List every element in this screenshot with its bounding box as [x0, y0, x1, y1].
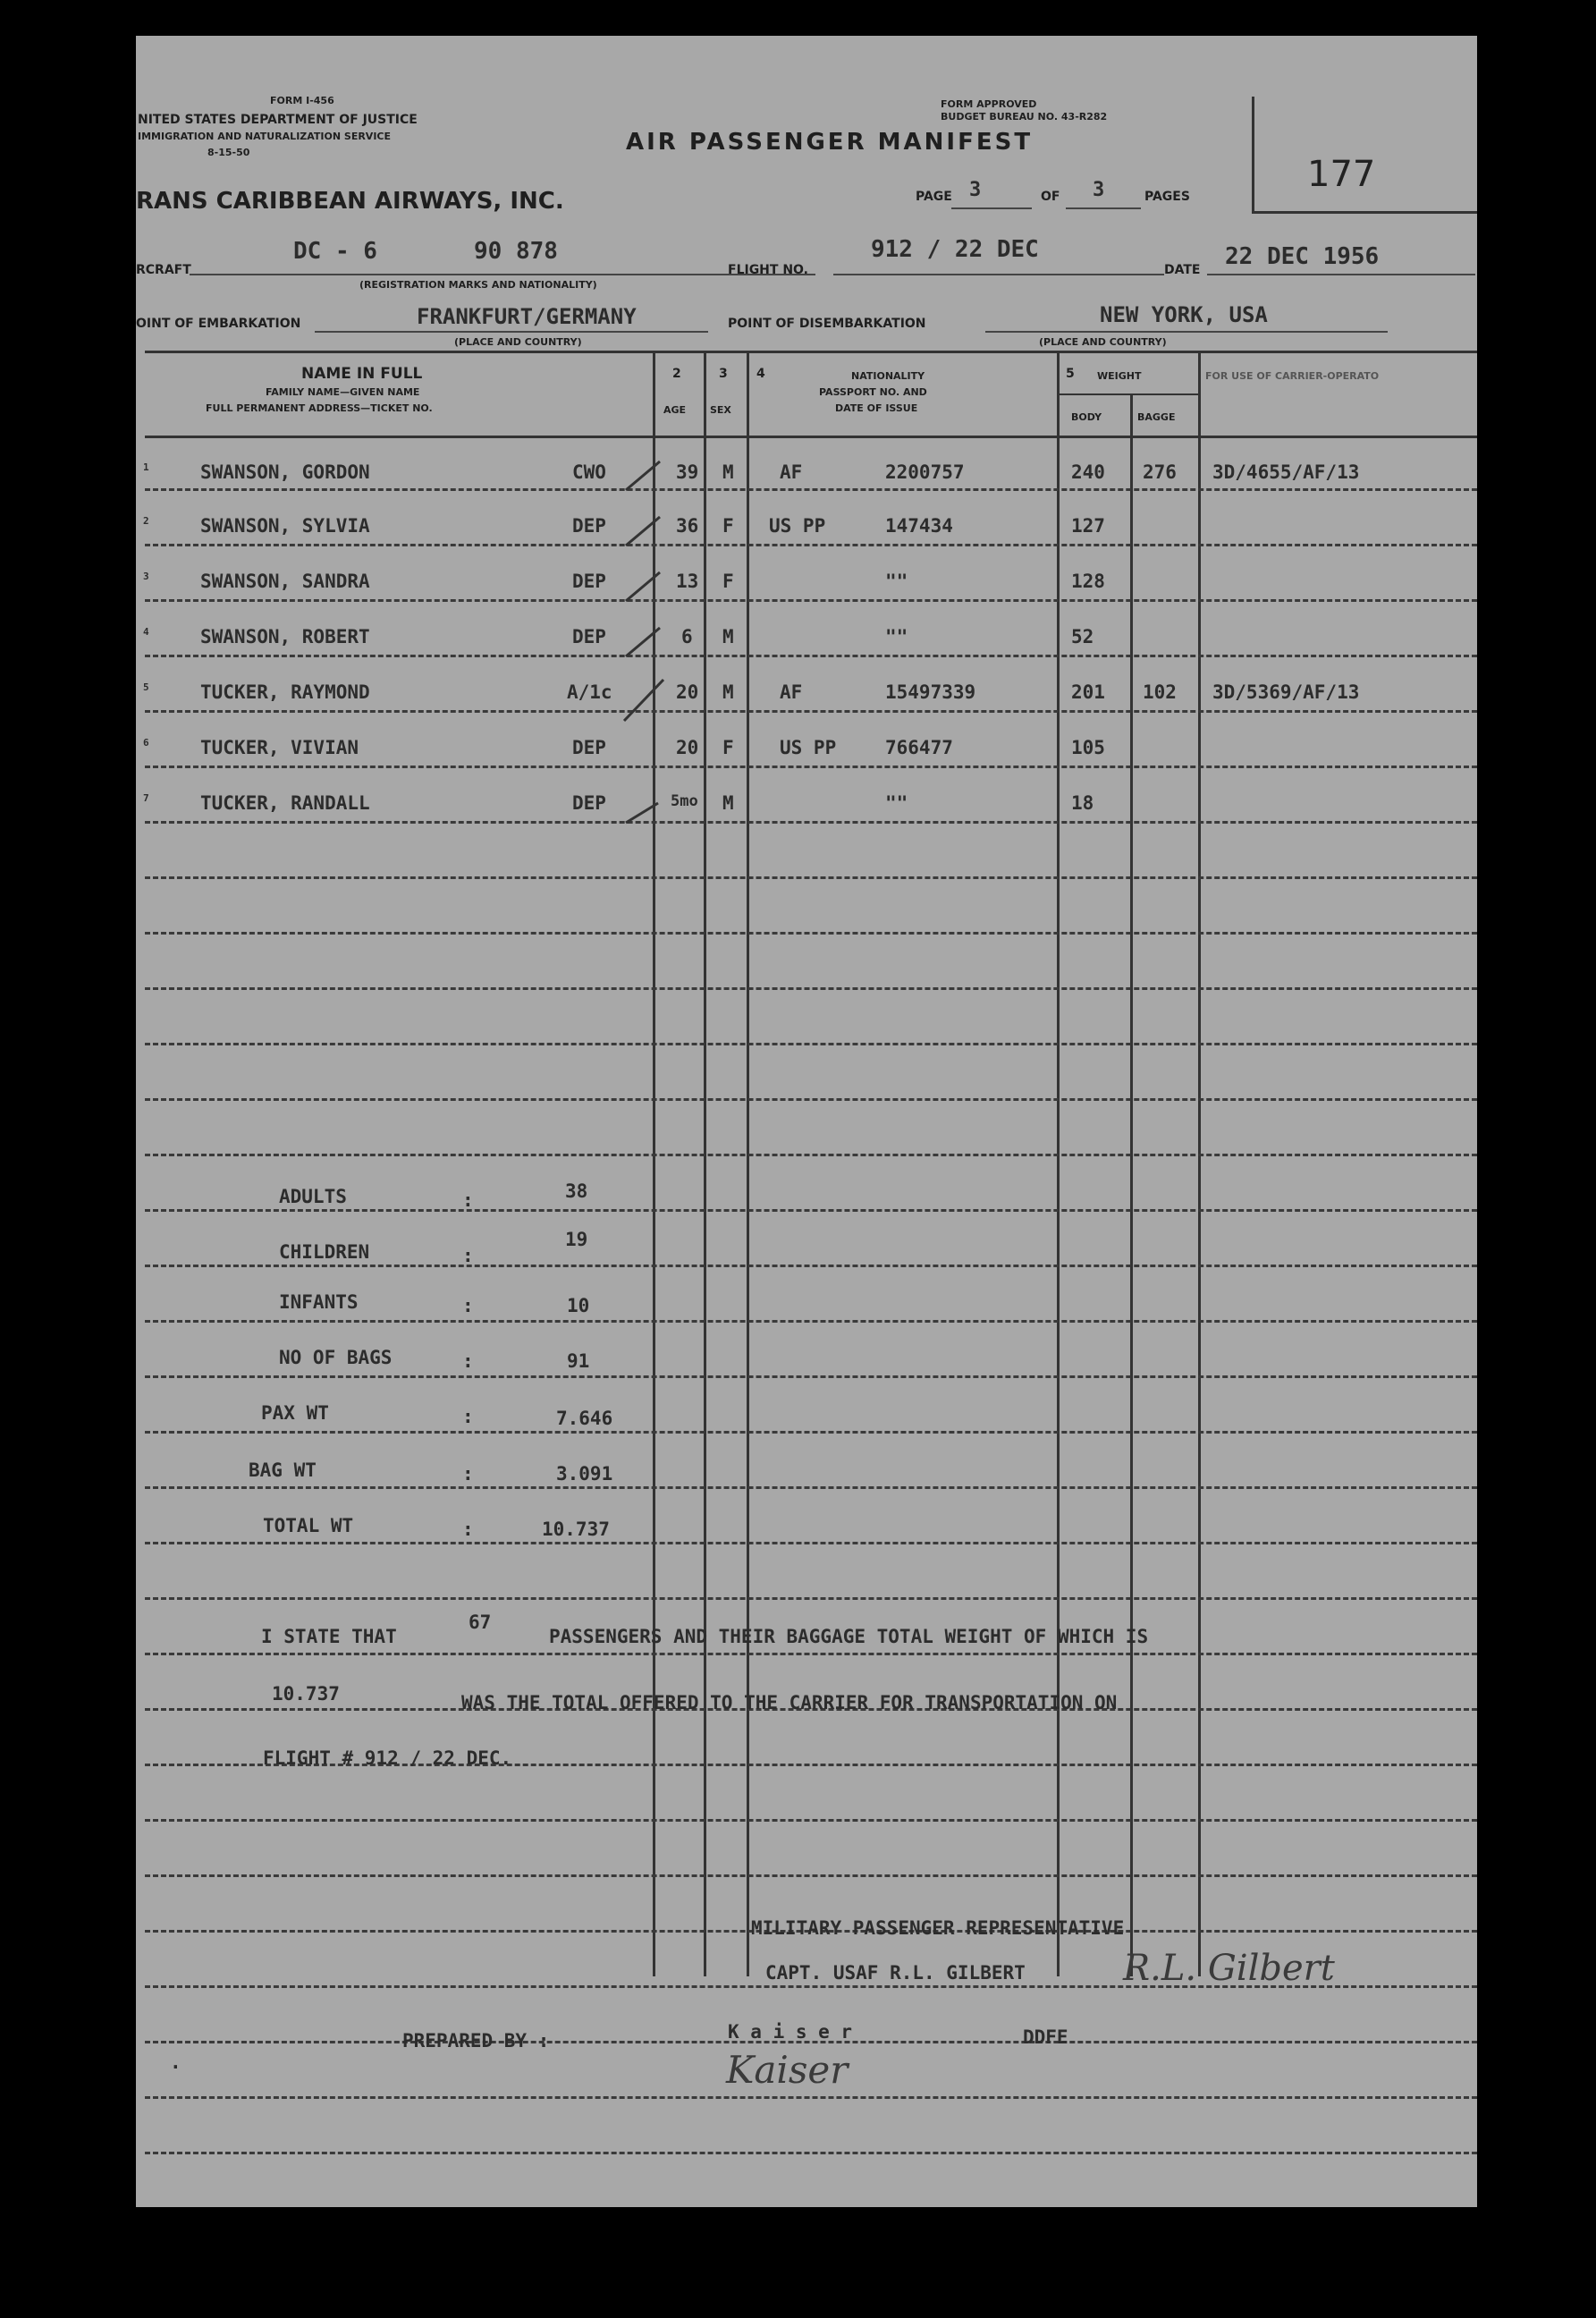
total-children-value: 19 — [565, 1229, 588, 1250]
total-bags-value: 91 — [567, 1350, 590, 1372]
total-adults-label: ADULTS — [279, 1186, 347, 1207]
aircraft-registration: 90 878 — [474, 238, 558, 265]
representative-name: CAPT. USAF R.L. GILBERT — [765, 1962, 1026, 1984]
form-date: 8-15-50 — [207, 147, 250, 158]
column-operator: FOR USE OF CARRIER-OPERATO — [1205, 370, 1380, 382]
column-age: AGE — [663, 404, 687, 416]
statement-flight: FLIGHT # 912 / 22 DEC. — [263, 1747, 512, 1769]
total-adults-value: 38 — [565, 1180, 588, 1202]
statement-passenger-count: 67 — [469, 1612, 492, 1633]
check-marks — [619, 456, 717, 850]
page-number: 3 — [969, 179, 982, 201]
budget-bureau: BUDGET BUREAU NO. 43-R282 — [941, 111, 1108, 123]
airline-name: RANS CARIBBEAN AIRWAYS, INC. — [136, 188, 564, 215]
manifest-sheet: FORM I-456 NITED STATES DEPARTMENT OF JUSTICE IMMIGRATION AND NATURALIZATION SERVICE 8-15-50 FORM APPROVED BUDGET BUREAU NO. 43-R282 AIR PASSENGER MANIFEST 177 RANS CARIBBEAN AIRWAYS, INC. PAGE 3 OF 3 PAGES RCRAFT DC - 6 90 878 (REGISTRATION MARKS AND NATIONALITY) FLIGHT NO. 912 / 22 DEC DATE 22 DEC 1956 OINT OF EMBARKATION FRANKFURT/GERMANY (PLACE AND COUNTRY) POINT OF DISEMBARKATION NEW YORK, USA (PLACE AND COUNTRY) NAME IN FULL FAMILY NAME—GIVEN NAME FULL PERMANENT ADDRESS—TICKET NO. 2 AGE 3 SEX 4 NATIONALITY PASSPORT NO. AND DATE OF ISSUE 5 WEIGHT BODY BAGGE FOR USE OF CARRIER-OPERATO 1 SWANSON, GORDON CWO 39 M AF 2200757 240 276 3D/4655/AF/13 2 SWANSON, SYLVIA DEP 36 F US PP 147434 127 3 SWANSON, SANDRA DEP 13 F "" 128 4 SWANSON, ROBERT DEP 6 M "" 52 5 TUCKER, RAYMOND A/1c 20 M AF 15497339 201 102 3D/5369/AF/13 6 TUCKER, VIVIAN DEP 20 F US PP 766477 105 7 TUCKER, RANDALL DEP 5mo M "" 18 ADULTS : 38 CHILDREN : 19 INFANTS : 10 NO OF BAGS : 91 PAX WT : 7.646 BAG WT : 3.091 TOTAL WT : 10.737 I STATE THAT 67 PASSENGERS AND THEIR BAGGAGE TOTAL WEIGHT OF WHICH IS 10.737 WAS THE TOTAL OFFERED TO THE CARRIER FOR TRANSPORTATION ON FLIGHT # 912 / 22 DEC. MILITARY PASSENGER REPRESENTATIVE CAPT. USAF R.L. GILBERT R.L. Gilbert . PREPARED BY : K a i s e r DDFE Kaiser — [136, 36, 1477, 2207]
page-title: AIR PASSENGER MANIFEST — [626, 129, 1034, 156]
total-infants-label: INFANTS — [279, 1291, 359, 1313]
prepared-by-unit: DDFE — [1023, 2026, 1068, 2048]
table-row: 4 SWANSON, ROBERT DEP 6 M "" 52 — [143, 626, 1094, 647]
department: NITED STATES DEPARTMENT OF JUSTICE — [138, 113, 418, 127]
flight-date: 22 DEC 1956 — [1225, 243, 1380, 270]
form-number: FORM I-456 — [270, 95, 334, 106]
stamp-number: 177 — [1307, 154, 1376, 195]
table-row: 6 TUCKER, VIVIAN DEP 20 F US PP 766477 105 — [143, 737, 1105, 758]
table-row: 7 TUCKER, RANDALL DEP 5mo M "" 18 — [143, 792, 1094, 814]
disembarkation-point: NEW YORK, USA — [1100, 302, 1268, 327]
prepared-by-label: PREPARED BY : — [402, 2030, 550, 2052]
table-row: 3 SWANSON, SANDRA DEP 13 F "" 128 — [143, 571, 1105, 592]
total-infants-value: 10 — [567, 1295, 590, 1316]
total-bags-label: NO OF BAGS — [279, 1347, 393, 1368]
prepared-by-name: K a i s e r — [728, 2021, 853, 2043]
column-sex: SEX — [710, 404, 731, 416]
table-row: 2 SWANSON, SYLVIA DEP 36 F US PP 147434 127 — [143, 515, 1105, 537]
statement-weight: 10.737 — [272, 1683, 340, 1705]
aircraft-type: DC - 6 — [293, 238, 377, 265]
column-name-title: NAME IN FULL — [301, 365, 423, 383]
table-row: 1 SWANSON, GORDON CWO 39 M AF 2200757 240 276 3D/4655/AF/13 — [143, 461, 1360, 483]
flight-number: 912 / 22 DEC — [871, 236, 1039, 263]
total-children-label: CHILDREN — [279, 1241, 370, 1263]
column-weight: WEIGHT — [1097, 370, 1142, 382]
preparer-signature: Kaiser — [726, 2048, 849, 2092]
representative-signature: R.L. Gilbert — [1123, 1948, 1335, 1989]
service: IMMIGRATION AND NATURALIZATION SERVICE — [138, 131, 392, 142]
column-nationality: NATIONALITY — [851, 370, 925, 382]
total-bag-weight-label: BAG WT — [249, 1459, 317, 1481]
total-pax-weight-label: PAX WT — [261, 1402, 329, 1424]
total-pax-weight-value: 7.646 — [556, 1408, 613, 1429]
table-row: 5 TUCKER, RAYMOND A/1c 20 M AF 15497339 201 102 3D/5369/AF/13 — [143, 681, 1360, 703]
form-approved: FORM APPROVED — [941, 98, 1037, 110]
total-weight-label: TOTAL WT — [263, 1515, 354, 1536]
page-total: 3 — [1093, 179, 1105, 201]
total-weight-value: 10.737 — [542, 1519, 610, 1540]
representative-title: MILITARY PASSENGER REPRESENTATIVE — [751, 1917, 1125, 1939]
embarkation-point: FRANKFURT/GERMANY — [417, 304, 637, 329]
total-bag-weight-value: 3.091 — [556, 1463, 613, 1485]
